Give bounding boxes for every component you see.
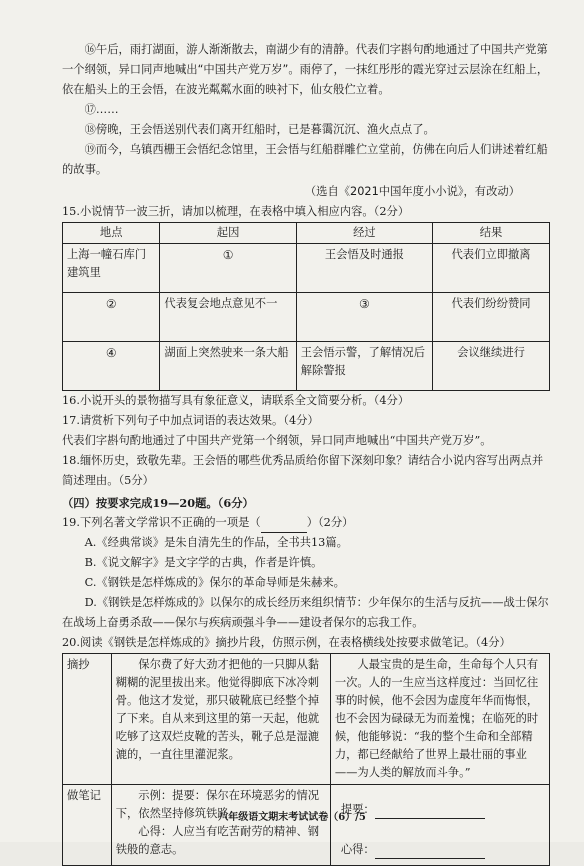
reading-notes-table bbox=[62, 653, 550, 866]
question-17: 17.请赏析下列句子中加点词语的表达效果。（4分） bbox=[62, 414, 319, 427]
header-cause: 起因 bbox=[160, 223, 296, 244]
insight-label: 心得： bbox=[340, 843, 375, 856]
example-insight: 心得：人应当有吃苦耐劳的精神、钢铁般的意志。 bbox=[115, 825, 320, 856]
table-row bbox=[63, 342, 550, 391]
cell-result-1: 代表们立即撤离 bbox=[433, 244, 550, 293]
cell-result-2: 代表们纷纷赞同 bbox=[433, 293, 550, 342]
header-result: 结果 bbox=[433, 223, 550, 244]
question-17-quote: 代表们字斟句酌地通过了中国共产党第一个纲领，异口同声地喊出“中国共产党万岁”。 bbox=[62, 434, 492, 447]
passage-paragraph-18: ⑱傍晚，王会悟送别代表们离开红船时，已是暮霭沉沉、渔火点点了。 bbox=[84, 123, 435, 136]
note-label: 做笔记 bbox=[63, 785, 112, 866]
passage-paragraph-16: ⑯午后，雨打湖面，游人渐渐散去，南湖少有的清静。代表们字斟句酌地通过了中国共产党第一个纲领，异口同声地喊出“中国共产党万岁”。雨停了，一抹红彤彤的霞光穿过云层涂在红船上，依在船头上的王会悟，在波光粼粼水面的映衬下，仙女般伫立着。 bbox=[62, 43, 549, 96]
passage-paragraph-17: ⑰…… bbox=[84, 103, 119, 116]
question-15: 15.小说情节一波三折，请加以梳理，在表格中填入相应内容。（2分） bbox=[62, 205, 410, 218]
question-18: 18.缅怀历史，致敬先辈。王会悟的哪些优秀品质给你留下深刻印象？请结合小说内容写出两点并简述理由。（5分） bbox=[62, 454, 544, 487]
table-row bbox=[63, 654, 550, 785]
cell-cause-3: 湖面上突然驶来一条大船 bbox=[160, 342, 296, 391]
excerpt-label: 摘抄 bbox=[63, 654, 112, 785]
blank-cell-2[interactable]: ② bbox=[63, 293, 160, 342]
question-19-stem: 19.下列名著文学常识不正确的一项是（ bbox=[62, 516, 261, 529]
example-summary: 示例：提要：保尔在环境恶劣的情况下，依然坚持修筑铁路。 bbox=[115, 789, 320, 820]
question-20: 20.阅读《钢铁是怎样炼成的》摘抄片段，仿照示例，在表格横线处按要求做笔记。（4分） bbox=[62, 636, 511, 649]
answer-blank-19[interactable] bbox=[261, 520, 307, 533]
plot-table-header bbox=[63, 223, 550, 244]
excerpt-left: 保尔费了好大劲才把他的一只脚从黏糊糊的泥里拔出来。他觉得脚底下冰冷刺骨。他这才发觉，那只破靴底已经整个掉了下来。自从来到这里的第一天起，他就吃够了这双烂皮靴的苦头，靴子总是湿漉漉的，一直往里灌泥浆。 bbox=[111, 654, 330, 785]
blank-cell-1[interactable]: ① bbox=[160, 244, 296, 293]
question-19 bbox=[62, 513, 550, 533]
table-row bbox=[63, 293, 550, 342]
table-row bbox=[63, 244, 550, 293]
option-b: B.《说文解字》是文字学的古典，作者是许慎。 bbox=[84, 556, 323, 569]
insight-answer-line[interactable] bbox=[375, 844, 485, 859]
blank-cell-3[interactable]: ③ bbox=[296, 293, 432, 342]
passage-source: （选自《2021中国年度小小说》，有改动） bbox=[304, 185, 520, 198]
question-16: 16.小说开头的景物描写具有象征意义，请联系全文简要分析。（4分） bbox=[62, 394, 410, 407]
option-c: C.《钢铁是怎样炼成的》保尔的革命导师是朱赫来。 bbox=[84, 576, 345, 589]
question-19-score: ）（2分） bbox=[306, 516, 354, 529]
cell-result-3: 会议继续进行 bbox=[433, 342, 550, 391]
cell-process-1: 王会悟及时通报 bbox=[296, 244, 432, 293]
passage-paragraph-19: ⑲而今，乌镇西栅王会悟纪念馆里，王会悟与红船群雕伫立堂前，仿佛在向后人们讲述着红船的故事。 bbox=[62, 143, 548, 176]
page-footer: 八年级语文期末考试试卷（6）/5 bbox=[218, 812, 366, 823]
insight-row bbox=[341, 841, 543, 859]
option-a: A.《经典常谈》是朱自清先生的作品，全书共13篇。 bbox=[84, 536, 348, 549]
summary-label: 提要： bbox=[340, 803, 375, 816]
header-location: 地点 bbox=[63, 223, 160, 244]
excerpt-right: 人最宝贵的是生命，生命每个人只有一次。人的一生应当这样度过：当回忆往事的时候，他不会因为虚度年华而悔恨，也不会因为碌碌无为而羞愧；在临死的时候，他能够说：“我的整个生命和全部精力，都已经献给了世界上最壮丽的事业——为人类的解放而斗争。” bbox=[330, 654, 549, 785]
header-process: 经过 bbox=[296, 223, 432, 244]
plot-table bbox=[62, 222, 550, 391]
option-d: D.《钢铁是怎样炼成的》以保尔的成长经历来组织情节：少年保尔的生活与反抗——战士保尔在战场上奋勇杀敌——保尔与疾病顽强斗争——建设者保尔的忘我工作。 bbox=[62, 596, 549, 629]
cell-location-1: 上海一幢石库门建筑里 bbox=[63, 244, 160, 293]
section-4-heading: （四）按要求完成19—20题。（6分） bbox=[62, 496, 254, 510]
cell-process-3: 王会悟示警，了解情况后解除警报 bbox=[296, 342, 432, 391]
cell-cause-2: 代表复会地点意见不一 bbox=[160, 293, 296, 342]
blank-cell-4[interactable]: ④ bbox=[63, 342, 160, 391]
